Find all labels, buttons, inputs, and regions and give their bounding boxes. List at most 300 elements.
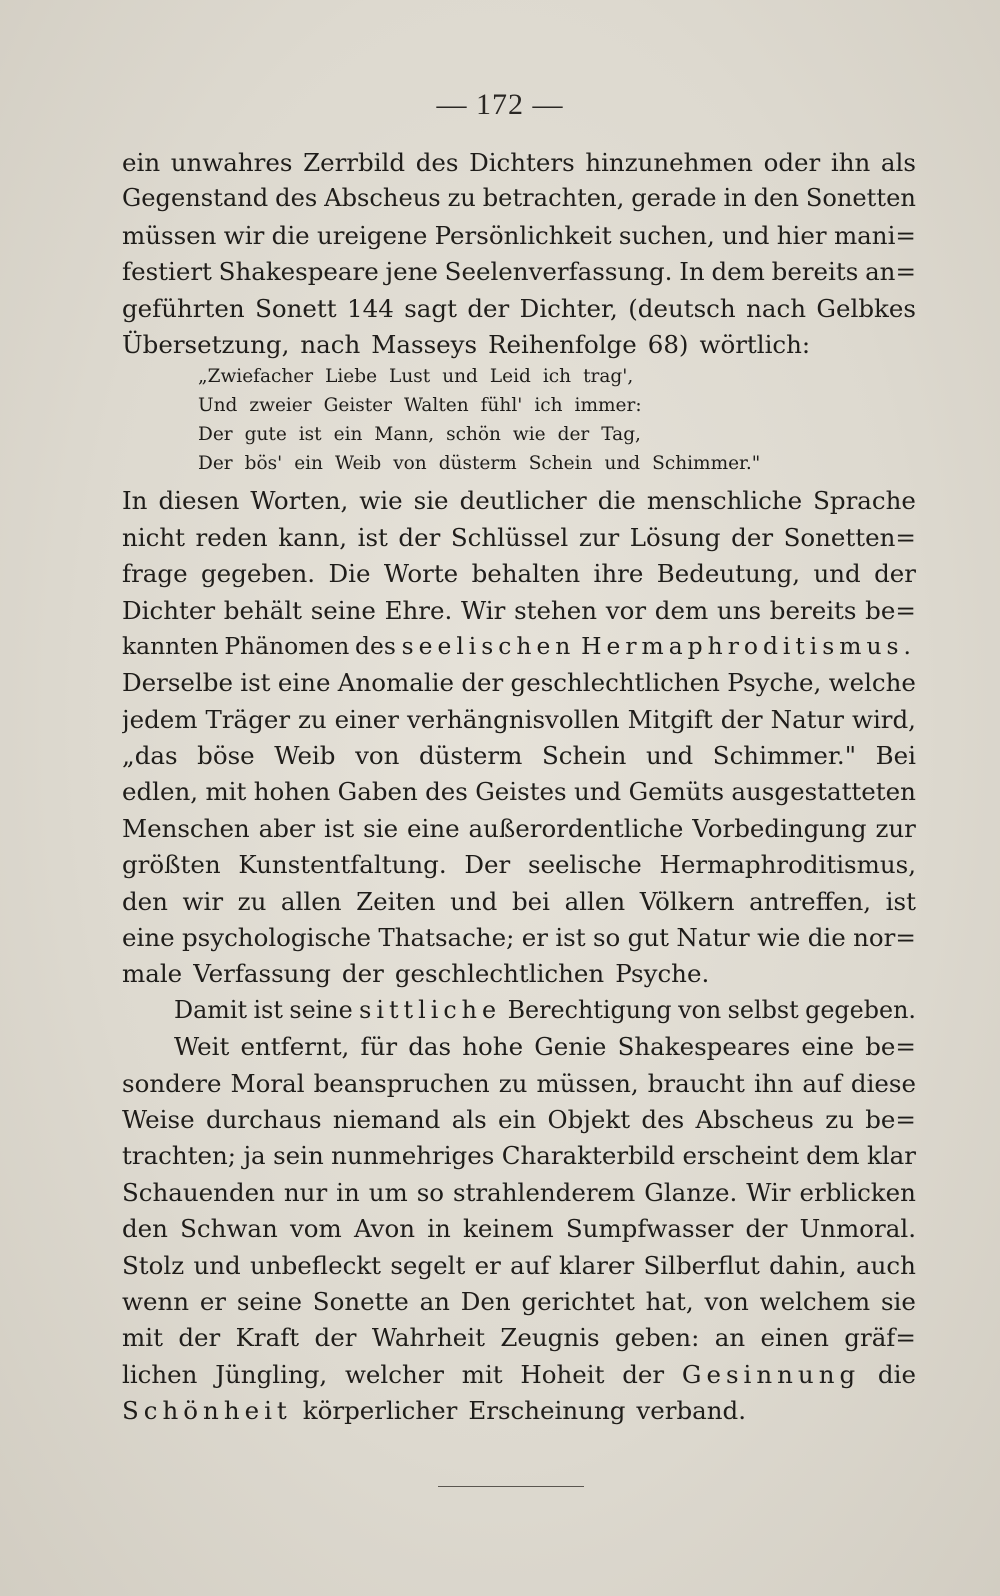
word: Schein	[541, 741, 627, 771]
word: als	[451, 1104, 487, 1134]
word: Der	[198, 424, 233, 446]
word: der	[341, 959, 384, 989]
text-line	[122, 1032, 916, 1068]
word: er	[474, 1250, 501, 1280]
word: Moral	[230, 1068, 305, 1098]
word: Gegenstand	[122, 184, 269, 213]
text-line	[122, 294, 916, 330]
word: einen	[760, 1323, 829, 1353]
word: geben:	[614, 1323, 700, 1353]
word: (deutsch	[628, 293, 736, 323]
text-line	[122, 559, 916, 595]
word: Erscheinung	[468, 1396, 626, 1426]
word: ureigene	[317, 220, 428, 250]
word: ein	[498, 1104, 537, 1134]
word: allen	[564, 886, 626, 916]
word: ist	[253, 995, 283, 1024]
word: und	[450, 886, 498, 916]
word: für	[360, 1032, 398, 1062]
word: unwahres	[170, 148, 293, 177]
word: zweier	[249, 395, 312, 417]
word: gerade	[631, 184, 717, 213]
bottom-rule	[438, 1486, 584, 1487]
word: Gesinnung	[681, 1359, 861, 1389]
word: der	[557, 424, 590, 446]
word: gerichtet	[521, 1286, 635, 1316]
text-line	[122, 632, 916, 668]
word: Gemüts	[628, 777, 725, 807]
word: die	[597, 486, 636, 516]
word: Persönlichkeit	[434, 220, 612, 250]
word: „Zwiefacher	[198, 366, 314, 388]
text-line	[122, 777, 916, 813]
word: der	[314, 1323, 357, 1353]
word: Wir	[461, 595, 506, 625]
word: der	[461, 668, 504, 698]
word: Geister	[323, 395, 392, 417]
word: Menschen	[122, 813, 250, 843]
word: Schimmer."	[652, 453, 761, 475]
text-line	[122, 996, 916, 1032]
word: Wahrheit	[371, 1323, 485, 1353]
word: Masseys	[371, 329, 478, 359]
word: sie	[413, 486, 449, 516]
word: be=	[865, 1032, 916, 1062]
text-line	[122, 741, 916, 777]
word: der	[467, 293, 510, 323]
word: gegeben.	[805, 995, 916, 1024]
word: Leid	[489, 366, 531, 388]
word: hier	[776, 220, 827, 250]
word: Thatsache;	[378, 923, 515, 953]
text-line	[122, 221, 916, 257]
word: den	[753, 184, 799, 213]
word: Schlüssel	[450, 522, 569, 552]
word: zur	[875, 813, 916, 843]
text-line	[122, 887, 916, 923]
word: verband.	[636, 1396, 746, 1426]
word: Weit	[174, 1032, 230, 1062]
text-line	[122, 330, 916, 366]
word: sagt	[404, 293, 457, 323]
word: geschlechtlichen	[510, 668, 720, 698]
word: und	[193, 1250, 241, 1280]
word: sittliche	[359, 995, 502, 1024]
word: mit	[122, 1323, 163, 1353]
word: gut	[627, 923, 669, 953]
word: von	[678, 995, 722, 1024]
text-line	[122, 814, 916, 850]
text-line	[122, 148, 916, 184]
word: in	[336, 1177, 360, 1207]
word: Worten,	[250, 486, 349, 516]
word: erblicken	[799, 1177, 916, 1207]
text-line	[122, 1287, 916, 1323]
word: Gaben	[337, 777, 418, 807]
word: hohen	[253, 777, 331, 807]
word: schön	[446, 424, 501, 446]
word: Kunstentfaltung.	[238, 850, 447, 880]
word: an=	[865, 257, 916, 287]
word: hat,	[645, 1286, 694, 1316]
word: den	[122, 886, 168, 916]
word: ein	[333, 424, 363, 446]
word: und	[813, 559, 861, 589]
word: von	[704, 1286, 749, 1316]
word: Tag,	[601, 424, 641, 446]
word: Übersetzung,	[122, 329, 290, 359]
word: größten	[122, 850, 221, 880]
paragraph-3	[122, 1032, 916, 1432]
text-line	[122, 705, 916, 741]
word: trag',	[583, 366, 634, 388]
word: ihre	[593, 559, 644, 589]
word: Gelbkes	[816, 293, 916, 323]
word: Hermaphroditismus,	[659, 850, 916, 880]
word: welcher	[344, 1359, 444, 1389]
word: ist	[324, 813, 355, 843]
word: an	[714, 1323, 746, 1353]
word: jedem	[122, 704, 198, 734]
word: seelischen	[401, 631, 576, 660]
word: eine	[277, 668, 331, 698]
word: sie	[363, 813, 399, 843]
word: segelt	[390, 1250, 466, 1280]
word: Natur	[676, 923, 750, 953]
word: zu	[237, 886, 267, 916]
word: lichen	[122, 1359, 198, 1389]
word: Geistes	[475, 777, 567, 807]
word: die	[807, 923, 846, 953]
word: eine	[801, 1032, 855, 1062]
word: 68)	[647, 329, 689, 359]
word: dahin,	[769, 1250, 847, 1280]
word: ausgestatteten	[731, 777, 916, 807]
verse-line	[122, 424, 916, 453]
word: Sonetten=	[783, 522, 916, 552]
word: Sonette	[312, 1286, 409, 1316]
word: behalten	[471, 559, 581, 589]
text-line	[122, 959, 916, 995]
word: Phänomen	[224, 631, 350, 660]
word: wörtlich:	[699, 329, 811, 359]
text-line	[122, 1396, 916, 1432]
word: Worte	[383, 559, 459, 589]
text-line	[122, 596, 916, 632]
word: menschliche	[646, 486, 803, 516]
word: fühl'	[480, 395, 523, 417]
word: frage	[122, 559, 188, 589]
word: des	[425, 777, 468, 807]
word: und	[604, 453, 641, 475]
text-line	[122, 1105, 916, 1141]
word: er	[199, 1286, 227, 1316]
word: Sprache	[813, 486, 916, 516]
word: ein	[294, 453, 323, 475]
word: klarer	[558, 1250, 635, 1280]
word: edlen,	[122, 777, 199, 807]
word: körperlicher	[302, 1396, 458, 1426]
word: gräf=	[844, 1323, 916, 1353]
word: ich	[542, 366, 572, 388]
word: Zerrbild	[303, 148, 406, 177]
word: mit	[461, 1359, 503, 1389]
word: entfernt,	[240, 1032, 350, 1062]
word: verhängnisvollen	[406, 704, 620, 734]
word: die	[877, 1359, 916, 1389]
word: der	[622, 1359, 665, 1389]
word: oder	[763, 148, 821, 177]
word: antreffen,	[749, 886, 872, 916]
word: Psyche.	[615, 959, 710, 989]
word: wie	[359, 486, 403, 516]
word: Weib	[334, 453, 382, 475]
word: des	[355, 631, 396, 660]
word: geführten	[122, 293, 245, 323]
word: Natur	[770, 704, 845, 734]
word: male	[122, 959, 183, 989]
word: Schauenden	[122, 1177, 275, 1207]
word: Die	[328, 559, 371, 589]
word: Der	[198, 453, 233, 475]
text-line	[122, 850, 916, 886]
word: Damit	[174, 995, 248, 1024]
word: nach	[300, 329, 361, 359]
verse-line	[122, 395, 916, 424]
word: und	[442, 366, 478, 388]
word: Den	[460, 1286, 511, 1316]
word: Walten	[403, 395, 469, 417]
word: zu	[298, 704, 327, 734]
word: Völkern	[639, 886, 735, 916]
text-line	[122, 257, 916, 293]
word: Bedeutung,	[656, 559, 801, 589]
word: Jüngling,	[215, 1359, 328, 1389]
word: Silberflut	[643, 1250, 760, 1280]
word: bereits	[769, 595, 857, 625]
word: der	[731, 522, 774, 552]
word: böse	[197, 741, 255, 771]
word: Liebe	[325, 366, 378, 388]
word: seine	[236, 1286, 302, 1316]
word: diesen	[158, 486, 240, 516]
word: hohe	[462, 1032, 524, 1062]
text-line	[122, 184, 916, 220]
word: von	[393, 453, 427, 475]
word: eine	[122, 923, 175, 953]
word: Genie	[534, 1032, 607, 1062]
word: an	[419, 1286, 450, 1316]
word: suchen,	[618, 220, 715, 250]
word: ihn	[753, 1068, 794, 1098]
word: Charakterbild	[501, 1141, 676, 1171]
word: uns	[716, 595, 762, 625]
word: seelische	[527, 850, 642, 880]
page-number: — 172 —	[436, 88, 564, 121]
word: durchaus	[205, 1104, 322, 1134]
word: ist	[885, 886, 916, 916]
word: bereits	[771, 257, 859, 287]
word: Wir	[746, 1177, 791, 1207]
word: immer:	[574, 395, 642, 417]
word: Dichter,	[519, 293, 618, 323]
word: Schimmer."	[712, 741, 856, 771]
text-line	[122, 1360, 916, 1396]
verse-quote	[122, 366, 916, 482]
word: auf	[802, 1068, 842, 1098]
word: Sonetten	[805, 184, 916, 213]
word: nor=	[853, 923, 916, 953]
word: dem	[806, 1141, 860, 1171]
word: der	[745, 1214, 788, 1244]
word: be=	[865, 1104, 916, 1134]
word: Hermaphroditismus.	[581, 631, 916, 660]
word: in	[723, 184, 747, 213]
word: wird,	[851, 704, 916, 734]
word: jene	[385, 257, 438, 287]
word: der	[178, 1323, 221, 1353]
word: Bei	[875, 741, 916, 771]
word: der	[398, 522, 441, 552]
word: ist	[555, 923, 586, 953]
word: geschlechtlichen	[394, 959, 605, 989]
word: diese	[850, 1068, 916, 1098]
word: auch	[855, 1250, 916, 1280]
word: Abscheus	[324, 184, 441, 213]
word: gegeben.	[200, 559, 316, 589]
word: In	[679, 257, 705, 287]
word: in	[427, 1214, 451, 1244]
word: „das	[122, 741, 178, 771]
word: Seelenverfassung.	[444, 257, 673, 287]
word: Sumpfwasser	[565, 1214, 734, 1244]
word: welche	[828, 668, 916, 698]
text-line	[122, 1214, 916, 1250]
word: wie	[757, 923, 801, 953]
word: Dichter	[122, 595, 216, 625]
verse-line	[122, 453, 916, 482]
word: ja	[243, 1141, 266, 1171]
word: Sonett	[255, 293, 337, 323]
word: düsterm	[438, 453, 517, 475]
word: Objekt	[547, 1104, 631, 1134]
word: keinem	[463, 1214, 554, 1244]
word: Psyche,	[727, 668, 822, 698]
word: nach	[746, 293, 806, 323]
word: um	[368, 1177, 408, 1207]
word: Berechtigung	[507, 995, 672, 1024]
word: kannten	[122, 631, 219, 660]
word: ist	[240, 668, 271, 698]
word: gute	[244, 424, 287, 446]
word: nur	[283, 1177, 328, 1207]
word: Kraft	[235, 1323, 300, 1353]
word: des	[275, 184, 318, 213]
word: ich	[534, 395, 563, 417]
word: zu	[447, 184, 476, 213]
word: den	[122, 1214, 168, 1244]
word: niemand	[332, 1104, 441, 1134]
word: ein	[122, 148, 161, 177]
word: dem	[711, 257, 765, 287]
word: Der	[464, 850, 511, 880]
text-line	[122, 486, 916, 522]
word: Hoheit	[520, 1359, 605, 1389]
word: klar	[867, 1141, 916, 1171]
word: Stolz	[122, 1250, 185, 1280]
word: sie	[880, 1286, 916, 1316]
word: Lust	[389, 366, 431, 388]
paragraph-1	[122, 486, 916, 995]
verse-line	[122, 366, 916, 395]
word: wenn	[122, 1286, 190, 1316]
word: Schwan	[180, 1214, 278, 1244]
word: zu	[825, 1104, 854, 1134]
word: Shakespeares	[617, 1032, 791, 1062]
word: Reihenfolge	[488, 329, 637, 359]
word: wie	[512, 424, 546, 446]
word: Shakespeare	[218, 257, 379, 287]
word: be=	[865, 595, 916, 625]
word: braucht	[647, 1068, 745, 1098]
word: bei	[511, 886, 550, 916]
text-line	[122, 1323, 916, 1359]
word: auf	[510, 1250, 550, 1280]
word: Weise	[122, 1104, 195, 1134]
word: kann,	[278, 522, 348, 552]
word: eine	[406, 813, 460, 843]
word: Anomalie	[337, 668, 455, 698]
word: ihn	[830, 148, 871, 177]
word: welchem	[759, 1286, 871, 1316]
word: er	[521, 923, 548, 953]
word: 144	[347, 293, 394, 323]
word: behält	[223, 595, 303, 625]
word: erscheint	[682, 1141, 799, 1171]
word: aber	[258, 813, 316, 843]
word: Lösung	[629, 522, 721, 552]
word: allen	[280, 886, 342, 916]
word: Und	[198, 395, 238, 417]
word: als	[880, 148, 916, 177]
word: der	[720, 704, 763, 734]
word: festiert	[122, 257, 212, 287]
word: Träger	[205, 704, 291, 734]
word: der	[874, 559, 916, 589]
word: von	[355, 741, 400, 771]
word: deutlicher	[459, 486, 587, 516]
word: psychologische	[181, 923, 372, 953]
text-line	[122, 668, 916, 704]
word: sein	[273, 1141, 324, 1171]
word: reden	[195, 522, 268, 552]
word: dem	[654, 595, 709, 625]
word: und	[722, 220, 770, 250]
word: so	[592, 923, 621, 953]
word: einer	[334, 704, 399, 734]
text-line	[122, 523, 916, 559]
word: mit	[205, 777, 247, 807]
word: Mitgift	[627, 704, 713, 734]
word: sondere	[122, 1068, 222, 1098]
word: Ehre.	[384, 595, 453, 625]
text-line	[122, 1141, 916, 1177]
text-line	[122, 923, 916, 959]
lines-before-verse	[122, 148, 916, 366]
word: Schönheit	[122, 1396, 292, 1426]
word: ist	[298, 424, 322, 446]
word: zur	[578, 522, 620, 552]
